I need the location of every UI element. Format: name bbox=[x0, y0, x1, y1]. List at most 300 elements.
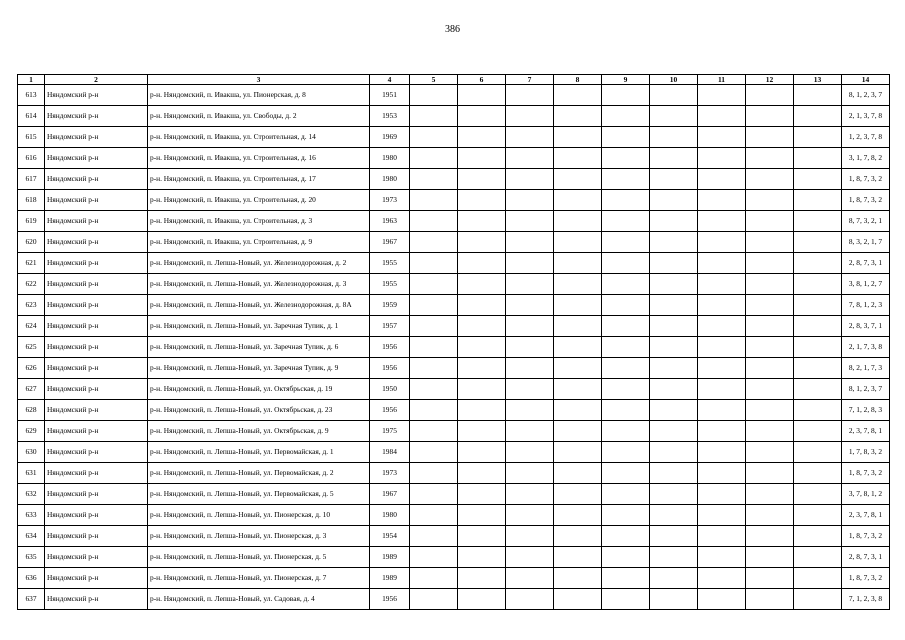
table-row bbox=[18, 421, 890, 442]
empty-cell-col-6 bbox=[458, 379, 506, 400]
empty-cell-col-12 bbox=[746, 568, 794, 589]
empty-cell-col-10 bbox=[650, 568, 698, 589]
empty-cell-col-5 bbox=[410, 295, 458, 316]
empty-cell-col-10 bbox=[650, 421, 698, 442]
code-cell: 1, 2, 3, 7, 8 bbox=[842, 127, 890, 148]
empty-cell-col-6 bbox=[458, 337, 506, 358]
address-cell: р-н. Няндомский, п. Ивакша, ул. Строительная, д. 17 bbox=[148, 169, 370, 190]
empty-cell-col-11 bbox=[698, 421, 746, 442]
empty-cell-col-7 bbox=[506, 190, 554, 211]
empty-cell-col-12 bbox=[746, 295, 794, 316]
empty-cell-col-13 bbox=[794, 232, 842, 253]
empty-cell-col-5 bbox=[410, 463, 458, 484]
empty-cell-col-13 bbox=[794, 106, 842, 127]
empty-cell-col-10 bbox=[650, 211, 698, 232]
empty-cell-col-10 bbox=[650, 316, 698, 337]
empty-cell-col-13 bbox=[794, 148, 842, 169]
empty-cell-col-5 bbox=[410, 526, 458, 547]
empty-cell-col-11 bbox=[698, 526, 746, 547]
table-row bbox=[18, 211, 890, 232]
empty-cell-col-7 bbox=[506, 253, 554, 274]
empty-cell-col-5 bbox=[410, 358, 458, 379]
district-cell: Няндомский р-н bbox=[45, 463, 148, 484]
empty-cell-col-9 bbox=[602, 400, 650, 421]
table-row bbox=[18, 169, 890, 190]
empty-cell-col-9 bbox=[602, 442, 650, 463]
empty-cell-col-9 bbox=[602, 106, 650, 127]
empty-cell-col-7 bbox=[506, 379, 554, 400]
district-cell: Няндомский р-н bbox=[45, 169, 148, 190]
empty-cell-col-8 bbox=[554, 547, 602, 568]
empty-cell-col-8 bbox=[554, 421, 602, 442]
address-cell: р-н. Няндомский, п. Лепша-Новый, ул. Октябрьская, д. 9 bbox=[148, 421, 370, 442]
page-number: 386 bbox=[445, 24, 460, 35]
empty-cell-col-12 bbox=[746, 505, 794, 526]
empty-cell-col-9 bbox=[602, 463, 650, 484]
year-cell: 1967 bbox=[370, 484, 410, 505]
column-header-14: 14 bbox=[842, 75, 890, 85]
empty-cell-col-8 bbox=[554, 505, 602, 526]
code-cell: 7, 8, 1, 2, 3 bbox=[842, 295, 890, 316]
empty-cell-col-8 bbox=[554, 463, 602, 484]
row-number: 631 bbox=[18, 463, 45, 484]
address-cell: р-н. Няндомский, п. Ивакша, ул. Свободы, д. 2 bbox=[148, 106, 370, 127]
row-number: 619 bbox=[18, 211, 45, 232]
row-number: 627 bbox=[18, 379, 45, 400]
empty-cell-col-11 bbox=[698, 190, 746, 211]
column-header-5: 5 bbox=[410, 75, 458, 85]
empty-cell-col-13 bbox=[794, 505, 842, 526]
column-header-11: 11 bbox=[698, 75, 746, 85]
year-cell: 1969 bbox=[370, 127, 410, 148]
district-cell: Няндомский р-н bbox=[45, 106, 148, 127]
empty-cell-col-8 bbox=[554, 442, 602, 463]
empty-cell-col-7 bbox=[506, 505, 554, 526]
empty-cell-col-10 bbox=[650, 169, 698, 190]
table-row bbox=[18, 400, 890, 421]
empty-cell-col-10 bbox=[650, 274, 698, 295]
empty-cell-col-11 bbox=[698, 106, 746, 127]
empty-cell-col-9 bbox=[602, 295, 650, 316]
empty-cell-col-10 bbox=[650, 400, 698, 421]
address-cell: р-н. Няндомский, п. Ивакша, ул. Пионерская, д. 8 bbox=[148, 85, 370, 106]
empty-cell-col-13 bbox=[794, 421, 842, 442]
empty-cell-col-6 bbox=[458, 589, 506, 610]
empty-cell-col-8 bbox=[554, 127, 602, 148]
empty-cell-col-13 bbox=[794, 253, 842, 274]
row-number: 614 bbox=[18, 106, 45, 127]
empty-cell-col-10 bbox=[650, 295, 698, 316]
empty-cell-col-8 bbox=[554, 295, 602, 316]
code-cell: 2, 3, 7, 8, 1 bbox=[842, 421, 890, 442]
empty-cell-col-12 bbox=[746, 169, 794, 190]
empty-cell-col-10 bbox=[650, 85, 698, 106]
year-cell: 1956 bbox=[370, 589, 410, 610]
empty-cell-col-8 bbox=[554, 169, 602, 190]
empty-cell-col-8 bbox=[554, 148, 602, 169]
empty-cell-col-7 bbox=[506, 589, 554, 610]
empty-cell-col-9 bbox=[602, 421, 650, 442]
table-row bbox=[18, 190, 890, 211]
empty-cell-col-12 bbox=[746, 337, 794, 358]
empty-cell-col-6 bbox=[458, 547, 506, 568]
district-cell: Няндомский р-н bbox=[45, 232, 148, 253]
year-cell: 1989 bbox=[370, 547, 410, 568]
code-cell: 1, 8, 7, 3, 2 bbox=[842, 526, 890, 547]
table-row bbox=[18, 232, 890, 253]
year-cell: 1956 bbox=[370, 358, 410, 379]
empty-cell-col-12 bbox=[746, 463, 794, 484]
year-cell: 1950 bbox=[370, 379, 410, 400]
empty-cell-col-6 bbox=[458, 526, 506, 547]
empty-cell-col-10 bbox=[650, 106, 698, 127]
row-number: 623 bbox=[18, 295, 45, 316]
year-cell: 1989 bbox=[370, 568, 410, 589]
empty-cell-col-11 bbox=[698, 85, 746, 106]
empty-cell-col-7 bbox=[506, 484, 554, 505]
table-row bbox=[18, 85, 890, 106]
row-number: 635 bbox=[18, 547, 45, 568]
empty-cell-col-13 bbox=[794, 190, 842, 211]
address-cell: р-н. Няндомский, п. Лепша-Новый, ул. Садовая, д. 4 bbox=[148, 589, 370, 610]
address-cell: р-н. Няндомский, п. Лепша-Новый, ул. Заречная Тупик, д. 1 bbox=[148, 316, 370, 337]
empty-cell-col-13 bbox=[794, 526, 842, 547]
row-number: 634 bbox=[18, 526, 45, 547]
table-row bbox=[18, 379, 890, 400]
empty-cell-col-8 bbox=[554, 337, 602, 358]
district-cell: Няндомский р-н bbox=[45, 400, 148, 421]
empty-cell-col-6 bbox=[458, 253, 506, 274]
empty-cell-col-9 bbox=[602, 547, 650, 568]
district-cell: Няндомский р-н bbox=[45, 442, 148, 463]
header-row bbox=[18, 75, 890, 85]
column-header-10: 10 bbox=[650, 75, 698, 85]
table-row bbox=[18, 337, 890, 358]
empty-cell-col-6 bbox=[458, 316, 506, 337]
column-header-9: 9 bbox=[602, 75, 650, 85]
code-cell: 2, 8, 3, 7, 1 bbox=[842, 316, 890, 337]
empty-cell-col-10 bbox=[650, 589, 698, 610]
row-number: 613 bbox=[18, 85, 45, 106]
empty-cell-col-13 bbox=[794, 274, 842, 295]
district-cell: Няндомский р-н bbox=[45, 316, 148, 337]
empty-cell-col-12 bbox=[746, 358, 794, 379]
empty-cell-col-10 bbox=[650, 505, 698, 526]
year-cell: 1973 bbox=[370, 463, 410, 484]
empty-cell-col-6 bbox=[458, 274, 506, 295]
code-cell: 1, 8, 7, 3, 2 bbox=[842, 190, 890, 211]
empty-cell-col-11 bbox=[698, 337, 746, 358]
empty-cell-col-7 bbox=[506, 358, 554, 379]
code-cell: 2, 8, 7, 3, 1 bbox=[842, 253, 890, 274]
column-header-7: 7 bbox=[506, 75, 554, 85]
empty-cell-col-12 bbox=[746, 106, 794, 127]
district-cell: Няндомский р-н bbox=[45, 274, 148, 295]
code-cell: 8, 1, 2, 3, 7 bbox=[842, 379, 890, 400]
column-header-8: 8 bbox=[554, 75, 602, 85]
empty-cell-col-12 bbox=[746, 211, 794, 232]
empty-cell-col-9 bbox=[602, 337, 650, 358]
empty-cell-col-6 bbox=[458, 568, 506, 589]
empty-cell-col-6 bbox=[458, 85, 506, 106]
empty-cell-col-7 bbox=[506, 400, 554, 421]
column-header-13: 13 bbox=[794, 75, 842, 85]
address-cell: р-н. Няндомский, п. Лепша-Новый, ул. Железнодорожная, д. 3 bbox=[148, 274, 370, 295]
empty-cell-col-7 bbox=[506, 85, 554, 106]
empty-cell-col-5 bbox=[410, 421, 458, 442]
empty-cell-col-12 bbox=[746, 421, 794, 442]
code-cell: 3, 7, 8, 1, 2 bbox=[842, 484, 890, 505]
table-row bbox=[18, 484, 890, 505]
empty-cell-col-8 bbox=[554, 400, 602, 421]
empty-cell-col-7 bbox=[506, 295, 554, 316]
empty-cell-col-6 bbox=[458, 463, 506, 484]
district-cell: Няндомский р-н bbox=[45, 127, 148, 148]
empty-cell-col-9 bbox=[602, 169, 650, 190]
empty-cell-col-13 bbox=[794, 358, 842, 379]
district-cell: Няндомский р-н bbox=[45, 337, 148, 358]
address-cell: р-н. Няндомский, п. Лепша-Новый, ул. Пионерская, д. 3 bbox=[148, 526, 370, 547]
empty-cell-col-7 bbox=[506, 169, 554, 190]
empty-cell-col-7 bbox=[506, 148, 554, 169]
district-cell: Няндомский р-н bbox=[45, 568, 148, 589]
empty-cell-col-11 bbox=[698, 379, 746, 400]
empty-cell-col-5 bbox=[410, 400, 458, 421]
empty-cell-col-12 bbox=[746, 253, 794, 274]
empty-cell-col-12 bbox=[746, 589, 794, 610]
empty-cell-col-8 bbox=[554, 274, 602, 295]
address-cell: р-н. Няндомский, п. Лепша-Новый, ул. Первомайская, д. 5 bbox=[148, 484, 370, 505]
row-number: 633 bbox=[18, 505, 45, 526]
empty-cell-col-11 bbox=[698, 568, 746, 589]
empty-cell-col-5 bbox=[410, 379, 458, 400]
row-number: 620 bbox=[18, 232, 45, 253]
empty-cell-col-8 bbox=[554, 379, 602, 400]
empty-cell-col-11 bbox=[698, 211, 746, 232]
empty-cell-col-5 bbox=[410, 568, 458, 589]
empty-cell-col-9 bbox=[602, 484, 650, 505]
address-cell: р-н. Няндомский, п. Ивакша, ул. Строительная, д. 3 bbox=[148, 211, 370, 232]
empty-cell-col-8 bbox=[554, 211, 602, 232]
table-row bbox=[18, 463, 890, 484]
empty-cell-col-6 bbox=[458, 358, 506, 379]
empty-cell-col-13 bbox=[794, 484, 842, 505]
row-number: 616 bbox=[18, 148, 45, 169]
empty-cell-col-7 bbox=[506, 211, 554, 232]
empty-cell-col-9 bbox=[602, 127, 650, 148]
year-cell: 1963 bbox=[370, 211, 410, 232]
empty-cell-col-9 bbox=[602, 211, 650, 232]
empty-cell-col-5 bbox=[410, 589, 458, 610]
empty-cell-col-12 bbox=[746, 547, 794, 568]
empty-cell-col-11 bbox=[698, 547, 746, 568]
column-header-12: 12 bbox=[746, 75, 794, 85]
code-cell: 2, 1, 3, 7, 8 bbox=[842, 106, 890, 127]
year-cell: 1980 bbox=[370, 169, 410, 190]
row-number: 621 bbox=[18, 253, 45, 274]
district-cell: Няндомский р-н bbox=[45, 526, 148, 547]
row-number: 615 bbox=[18, 127, 45, 148]
row-number: 618 bbox=[18, 190, 45, 211]
year-cell: 1955 bbox=[370, 274, 410, 295]
empty-cell-col-5 bbox=[410, 106, 458, 127]
empty-cell-col-5 bbox=[410, 505, 458, 526]
district-cell: Няндомский р-н bbox=[45, 484, 148, 505]
empty-cell-col-5 bbox=[410, 85, 458, 106]
empty-cell-col-5 bbox=[410, 169, 458, 190]
table-row bbox=[18, 148, 890, 169]
empty-cell-col-12 bbox=[746, 148, 794, 169]
row-number: 636 bbox=[18, 568, 45, 589]
empty-cell-col-10 bbox=[650, 547, 698, 568]
table-row bbox=[18, 274, 890, 295]
row-number: 628 bbox=[18, 400, 45, 421]
empty-cell-col-7 bbox=[506, 316, 554, 337]
empty-cell-col-12 bbox=[746, 316, 794, 337]
empty-cell-col-9 bbox=[602, 526, 650, 547]
empty-cell-col-5 bbox=[410, 337, 458, 358]
address-cell: р-н. Няндомский, п. Лепша-Новый, ул. Октябрьская, д. 19 bbox=[148, 379, 370, 400]
empty-cell-col-13 bbox=[794, 589, 842, 610]
code-cell: 8, 1, 2, 3, 7 bbox=[842, 85, 890, 106]
empty-cell-col-6 bbox=[458, 484, 506, 505]
table-row bbox=[18, 316, 890, 337]
empty-cell-col-5 bbox=[410, 232, 458, 253]
empty-cell-col-11 bbox=[698, 484, 746, 505]
year-cell: 1959 bbox=[370, 295, 410, 316]
row-number: 625 bbox=[18, 337, 45, 358]
year-cell: 1956 bbox=[370, 400, 410, 421]
empty-cell-col-12 bbox=[746, 274, 794, 295]
address-cell: р-н. Няндомский, п. Лепша-Новый, ул. Заречная Тупик, д. 6 bbox=[148, 337, 370, 358]
empty-cell-col-5 bbox=[410, 190, 458, 211]
empty-cell-col-5 bbox=[410, 253, 458, 274]
empty-cell-col-7 bbox=[506, 442, 554, 463]
empty-cell-col-6 bbox=[458, 232, 506, 253]
empty-cell-col-13 bbox=[794, 442, 842, 463]
table-row bbox=[18, 106, 890, 127]
empty-cell-col-7 bbox=[506, 232, 554, 253]
year-cell: 1973 bbox=[370, 190, 410, 211]
address-cell: р-н. Няндомский, п. Лепша-Новый, ул. Железнодорожная, д. 2 bbox=[148, 253, 370, 274]
district-cell: Няндомский р-н bbox=[45, 190, 148, 211]
empty-cell-col-13 bbox=[794, 316, 842, 337]
year-cell: 1967 bbox=[370, 232, 410, 253]
empty-cell-col-11 bbox=[698, 463, 746, 484]
row-number: 637 bbox=[18, 589, 45, 610]
district-cell: Няндомский р-н bbox=[45, 358, 148, 379]
column-header-2: 2 bbox=[45, 75, 148, 85]
empty-cell-col-10 bbox=[650, 253, 698, 274]
year-cell: 1957 bbox=[370, 316, 410, 337]
empty-cell-col-5 bbox=[410, 148, 458, 169]
code-cell: 1, 7, 8, 3, 2 bbox=[842, 442, 890, 463]
year-cell: 1975 bbox=[370, 421, 410, 442]
empty-cell-col-10 bbox=[650, 379, 698, 400]
empty-cell-col-6 bbox=[458, 421, 506, 442]
empty-cell-col-10 bbox=[650, 463, 698, 484]
empty-cell-col-13 bbox=[794, 337, 842, 358]
empty-cell-col-7 bbox=[506, 526, 554, 547]
empty-cell-col-13 bbox=[794, 85, 842, 106]
empty-cell-col-8 bbox=[554, 316, 602, 337]
table-row bbox=[18, 589, 890, 610]
empty-cell-col-8 bbox=[554, 589, 602, 610]
empty-cell-col-5 bbox=[410, 274, 458, 295]
district-cell: Няндомский р-н bbox=[45, 211, 148, 232]
empty-cell-col-6 bbox=[458, 442, 506, 463]
address-cell: р-н. Няндомский, п. Лепша-Новый, ул. Железнодорожная, д. 8А bbox=[148, 295, 370, 316]
empty-cell-col-13 bbox=[794, 295, 842, 316]
year-cell: 1984 bbox=[370, 442, 410, 463]
district-cell: Няндомский р-н bbox=[45, 589, 148, 610]
empty-cell-col-13 bbox=[794, 568, 842, 589]
code-cell: 1, 8, 7, 3, 2 bbox=[842, 568, 890, 589]
empty-cell-col-10 bbox=[650, 127, 698, 148]
code-cell: 7, 1, 2, 8, 3 bbox=[842, 400, 890, 421]
empty-cell-col-6 bbox=[458, 400, 506, 421]
code-cell: 8, 7, 3, 2, 1 bbox=[842, 211, 890, 232]
empty-cell-col-9 bbox=[602, 505, 650, 526]
code-cell: 8, 3, 2, 1, 7 bbox=[842, 232, 890, 253]
empty-cell-col-9 bbox=[602, 232, 650, 253]
table-row bbox=[18, 505, 890, 526]
empty-cell-col-10 bbox=[650, 337, 698, 358]
empty-cell-col-13 bbox=[794, 127, 842, 148]
empty-cell-col-8 bbox=[554, 526, 602, 547]
empty-cell-col-9 bbox=[602, 274, 650, 295]
empty-cell-col-11 bbox=[698, 358, 746, 379]
empty-cell-col-10 bbox=[650, 358, 698, 379]
column-header-3: 3 bbox=[148, 75, 370, 85]
empty-cell-col-11 bbox=[698, 442, 746, 463]
code-cell: 3, 8, 1, 2, 7 bbox=[842, 274, 890, 295]
empty-cell-col-11 bbox=[698, 274, 746, 295]
row-number: 626 bbox=[18, 358, 45, 379]
empty-cell-col-6 bbox=[458, 148, 506, 169]
address-cell: р-н. Няндомский, п. Ивакша, ул. Строительная, д. 20 bbox=[148, 190, 370, 211]
code-cell: 2, 1, 7, 3, 8 bbox=[842, 337, 890, 358]
empty-cell-col-12 bbox=[746, 190, 794, 211]
empty-cell-col-9 bbox=[602, 379, 650, 400]
empty-cell-col-8 bbox=[554, 190, 602, 211]
empty-cell-col-6 bbox=[458, 169, 506, 190]
empty-cell-col-7 bbox=[506, 568, 554, 589]
table-row bbox=[18, 295, 890, 316]
empty-cell-col-12 bbox=[746, 400, 794, 421]
table-row bbox=[18, 358, 890, 379]
table-row bbox=[18, 127, 890, 148]
row-number: 630 bbox=[18, 442, 45, 463]
address-cell: р-н. Няндомский, п. Лепша-Новый, ул. Первомайская, д. 1 bbox=[148, 442, 370, 463]
table-row bbox=[18, 442, 890, 463]
empty-cell-col-12 bbox=[746, 484, 794, 505]
address-cell: р-н. Няндомский, п. Лепша-Новый, ул. Пионерская, д. 5 bbox=[148, 547, 370, 568]
empty-cell-col-9 bbox=[602, 358, 650, 379]
empty-cell-col-11 bbox=[698, 505, 746, 526]
empty-cell-col-5 bbox=[410, 484, 458, 505]
empty-cell-col-11 bbox=[698, 589, 746, 610]
year-cell: 1980 bbox=[370, 148, 410, 169]
empty-cell-col-11 bbox=[698, 127, 746, 148]
table-row bbox=[18, 547, 890, 568]
code-cell: 2, 8, 7, 3, 1 bbox=[842, 547, 890, 568]
table-row bbox=[18, 568, 890, 589]
empty-cell-col-9 bbox=[602, 568, 650, 589]
empty-cell-col-11 bbox=[698, 169, 746, 190]
address-cell: р-н. Няндомский, п. Лепша-Новый, ул. Первомайская, д. 2 bbox=[148, 463, 370, 484]
code-cell: 2, 3, 7, 8, 1 bbox=[842, 505, 890, 526]
